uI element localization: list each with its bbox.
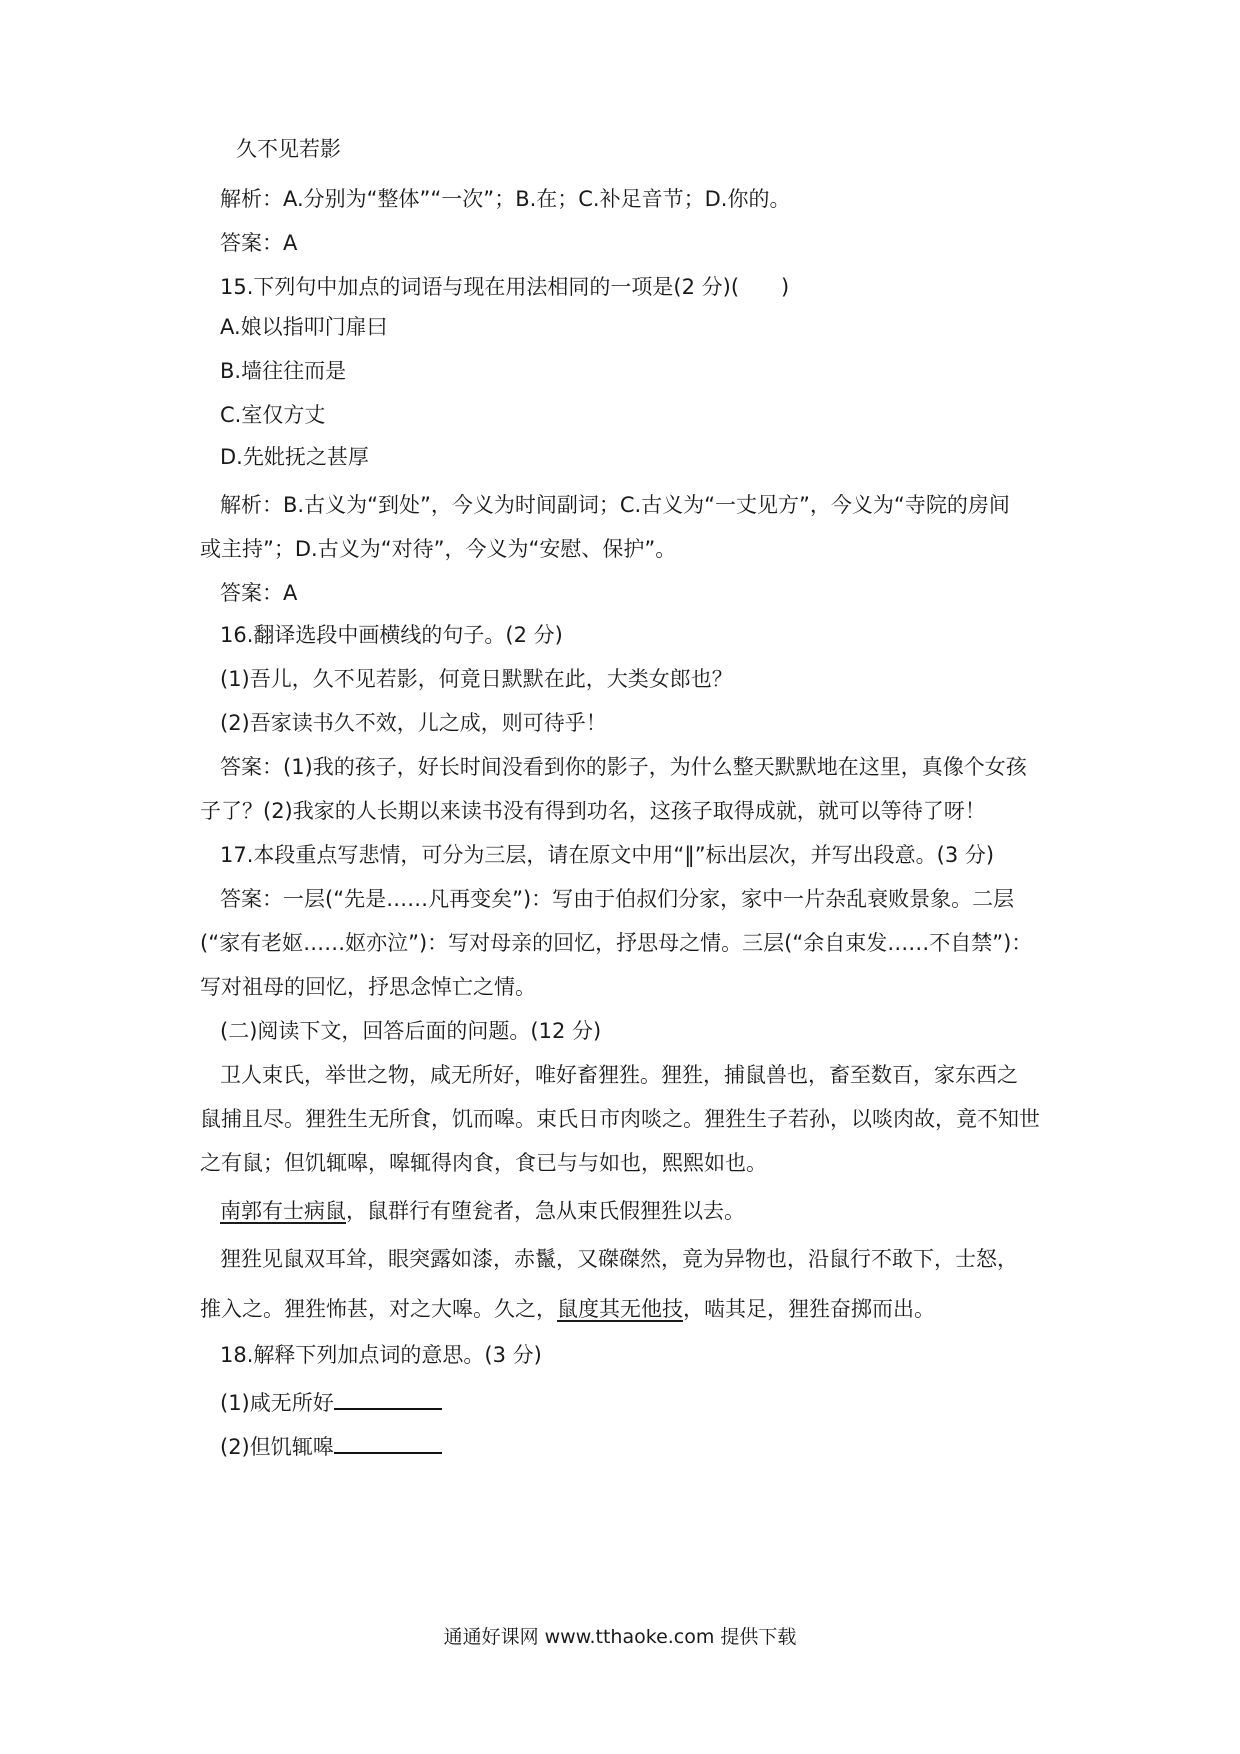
q15-analysis-line-2: 或主持”；D.古义为“对待”，今义为“安慰、保护”。 [200,537,677,561]
q16-sentence-1: (1)吾儿，久不见若影，何竟日默默在此，大类女郎也？ [220,667,733,691]
q15-option-c: C.室仅方丈 [220,403,326,427]
previous-item-text: 久不见若影 [236,137,341,161]
passage-line-1: 卫人束氏，举世之物，咸无所好，唯好畜狸狌。狸狌，捕鼠兽也，畜至数百，家东西之 [220,1063,1018,1087]
q16-answer-line-2: 子了？(2)我家的人长期以来读书没有得到功名，这孩子取得成就，就可以等待了呀！ [200,799,986,823]
q17-answer-line-3: 写对祖母的回忆，抒思念悼亡之情。 [200,975,536,999]
page-footer: 通通好课网 www.tthaoke.com 提供下载 [443,1626,797,1648]
q16-answer-line-1: 答案：(1)我的孩子，好长时间没看到你的影子，为什么整天默默地在这里，真像个女孩 [220,755,1027,779]
answer-blank[interactable] [334,1430,442,1454]
q16-stem: 16.翻译选段中画横线的句子。(2 分) [220,623,563,647]
q15-stem: 15.下列句中加点的词语与现在用法相同的一项是(2 分)( ) [220,275,790,299]
q17-stem: 17.本段重点写悲情，可分为三层，请在原文中用“‖”标出层次，并写出段意。(3 分) [220,843,995,867]
answer-blank[interactable] [334,1386,442,1410]
q17-answer-line-2: (“家有老妪……妪亦泣”)：写对母亲的回忆，抒思母之情。三层(“余自束发……不自禁”)： [200,931,1033,955]
q18-item-2: (2)但饥辄嗥 [220,1430,1070,1462]
q15-analysis-line-1: 解析：B.古义为“到处”，今义为时间副词；C.古义为“一丈见方”，今义为“寺院的房间 [220,493,1010,517]
q15-option-a: A.娘以指叩门扉曰 [220,315,388,339]
q16-sentence-2: (2)吾家读书久不效，儿之成，则可待乎！ [220,711,607,735]
q14-answer: 答案：A [220,231,298,255]
passage-line-3: 之有鼠；但饥辄嗥，嗥辄得肉食，食已与与如也，熙熙如也。 [200,1151,767,1175]
q15-option-b: B.墙往往而是 [220,359,347,383]
q14-analysis: 解析：A.分别为“整体”“一次”；B.在；C.补足音节；D.你的。 [220,187,791,211]
passage-line-5: 狸狌见鼠双耳耸，眼突露如漆，赤鬣，又磔磔然，竟为异物也，沿鼠行不敢下，士怒， [220,1247,1018,1271]
section-2-heading: (二)阅读下文，回答后面的问题。(12 分) [220,1019,602,1043]
q15-option-d: D.先妣抚之甚厚 [220,445,369,469]
q17-answer-line-1: 答案：一层(“先是……凡再变矣”)：写由于伯叔们分家，家中一片杂乱衰败景象。二层 [220,887,1015,911]
underlined-sentence: 鼠度其无他技 [557,1297,683,1321]
passage-line-2: 鼠捕且尽。狸狌生无所食，饥而嗥。束氏日市肉啖之。狸狌生子若孙，以啖肉故，竟不知世 [200,1107,1040,1131]
underlined-sentence: 南郭有士病鼠 [220,1199,346,1223]
q18-stem: 18.解释下列加点词的意思。(3 分) [220,1343,542,1367]
q18-item-1: (1)咸无所好 [220,1386,1070,1418]
q15-answer: 答案：A [220,581,298,605]
passage-line-4: 南郭有士病鼠，鼠群行有堕瓮者，急从束氏假狸狌以去。 [220,1199,745,1223]
passage-line-6: 推入之。狸狌怖甚，对之大嗥。久之，鼠度其无他技，啮其足，狸狌奋掷而出。 [200,1297,935,1321]
